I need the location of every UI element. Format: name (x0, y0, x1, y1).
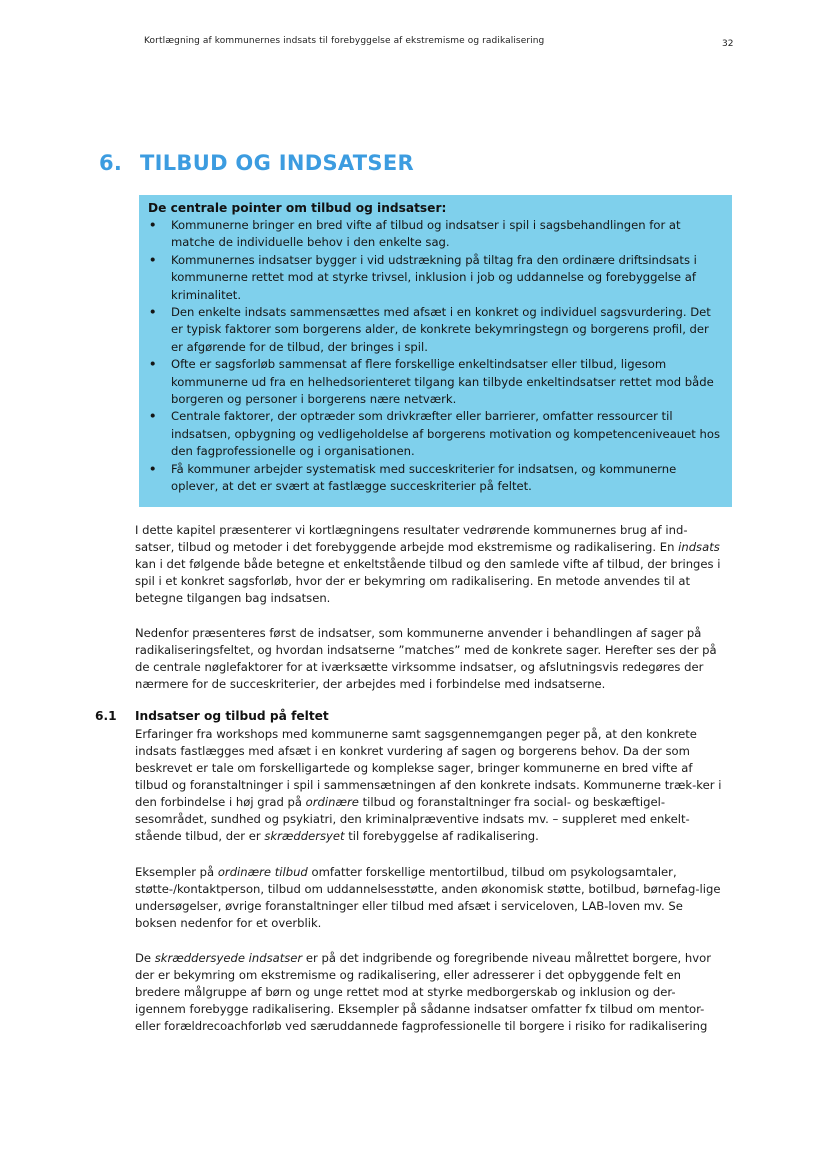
key-points-box (139, 195, 732, 507)
intro-paragraph-2: Nedenfor præsenteres først de indsatser, som kommunerne anvender i behandlingen af sager på radikaliseringsfeltet, og hvordan indsatserne ”matches” med de konkrete sager. Herefter ses der på de centrale nøglefaktorer for at iværksætte virksomme indsatser, og afslutningsvis redegøres der nærmere for de succeskriterier, der arbejdes med i forbindelse med indsatserne. (135, 626, 717, 691)
key-point-item: • Kommunerne bringer en bred vifte af tilbud og indsatser i spil i sagsbehandlingen for at matche de individuelle behov i den enkelte sag. (148, 217, 722, 252)
section-paragraph-1: Erfaringer fra workshops med kommunerne samt sagsgennemgangen peger på, at den konkrete indsats fastlægges med afsæt i en konkret vurdering af sagen og borgerens behov. Da der som beskrevet er tale om forskelligartede og komplekse sager, bringer kommunerne en bred vifte af tilbud og foranstaltninger i spil i sammensætningen af den konkrete indsats. Kommunerne træk-ker i den forbindelse i høj grad på ordinære tilbud og foranstaltninger fra social- og beskæftigel-sesområdet, sundhed og psykiatri, den kriminalpræventive indsats mv. – suppleret med enkelt-stående tilbud, der er skræddersyet til forebyggelse af radikalisering. (135, 727, 722, 843)
chapter-number: 6. (99, 151, 123, 175)
intro-paragraph-1: I dette kapitel præsenterer vi kortlægningens resultater vedrørende kommunernes brug af ind-satser, tilbud og metoder i det forebyggende arbejde mod ekstremisme og radikalisering. En indsats kan i det følgende både betegne et enkeltstående tilbud og den samlede vifte af tilbud, der bringes i spil i et konkret sagsforløb, hvor der er bekymring om radikalisering. En metode anvendes til at betegne tilgangen bag indsatsen. (135, 523, 721, 605)
section-number: 6.1 (95, 709, 117, 723)
key-points-title: De centrale pointer om tilbud og indsatser: (148, 201, 447, 215)
chapter-heading (99, 151, 414, 175)
section-paragraph-3: De skræddersyede indsatser er på det indgribende og foregribende niveau målrettet borgere, hvor der er bekymring om ekstremisme og radikalisering, eller adresserer i det opbyggende felt en bredere målgruppe af børn og unge rettet mod at styrke medborgerskab og inklusion og der-igennem forebygge radikalisering. Eksempler på sådanne indsatser omfatter fx tilbud om mentor- eller forældrecoachforløb ved særuddannede fagprofessionelle til borgere i risiko for radikalisering (135, 951, 711, 1033)
section-paragraph-2: Eksempler på ordinære tilbud omfatter forskellige mentortilbud, tilbud om psykologsamtaler, støtte-/kontaktperson, tilbud om uddannelsesstøtte, anden økonomisk støtte, botilbud, børnefag-lige undersøgelser, øvrige foranstaltninger eller tilbud med afsæt i serviceloven, LAB-loven mv. Se boksen nedenfor for et overblik. (135, 865, 721, 930)
key-point-item: • Ofte er sagsforløb sammensat af flere forskellige enkeltindsatser eller tilbud, ligesom kommunerne ud fra en helhedsorienteret tilgang kan tilbyde enkeltindsatser rettet mod både borgeren og personer i borgerens nære netværk. (148, 356, 722, 408)
key-point-item: • Den enkelte indsats sammensættes med afsæt i en konkret og individuel sagsvurdering. Det er typisk faktorer som borgerens alder, de konkrete bekymringstegn og borgerens profil, der er afgørende for de tilbud, der bringes i spil. (148, 304, 722, 356)
key-point-item: • Få kommuner arbejder systematisk med succeskriterier for indsatsen, og kommunerne oplever, at det er svært at fastlægge succeskriterier på feltet. (148, 461, 722, 496)
key-point-item: • Kommunernes indsatser bygger i vid udstrækning på tiltag fra den ordinære driftsindsats i kommunerne rettet mod at styrke trivsel, inklusion i job og uddannelse og forebyggelse af kriminalitet. (148, 252, 722, 304)
chapter-title: TILBUD OG INDSATSER (140, 151, 414, 175)
key-points-list (148, 217, 722, 496)
running-header: Kortlægning af kommunernes indsats til forebyggelse af ekstremisme og radikalisering (144, 36, 545, 46)
page-number: 32 (722, 39, 734, 49)
section-title: Indsatser og tilbud på feltet (135, 709, 329, 723)
key-point-item: • Centrale faktorer, der optræder som drivkræfter eller barrierer, omfatter ressourcer til indsatsen, opbygning og vedligeholdelse af borgerens motivation og kompetenceniveauet hos den fagprofessionelle og i organisationen. (148, 408, 722, 460)
